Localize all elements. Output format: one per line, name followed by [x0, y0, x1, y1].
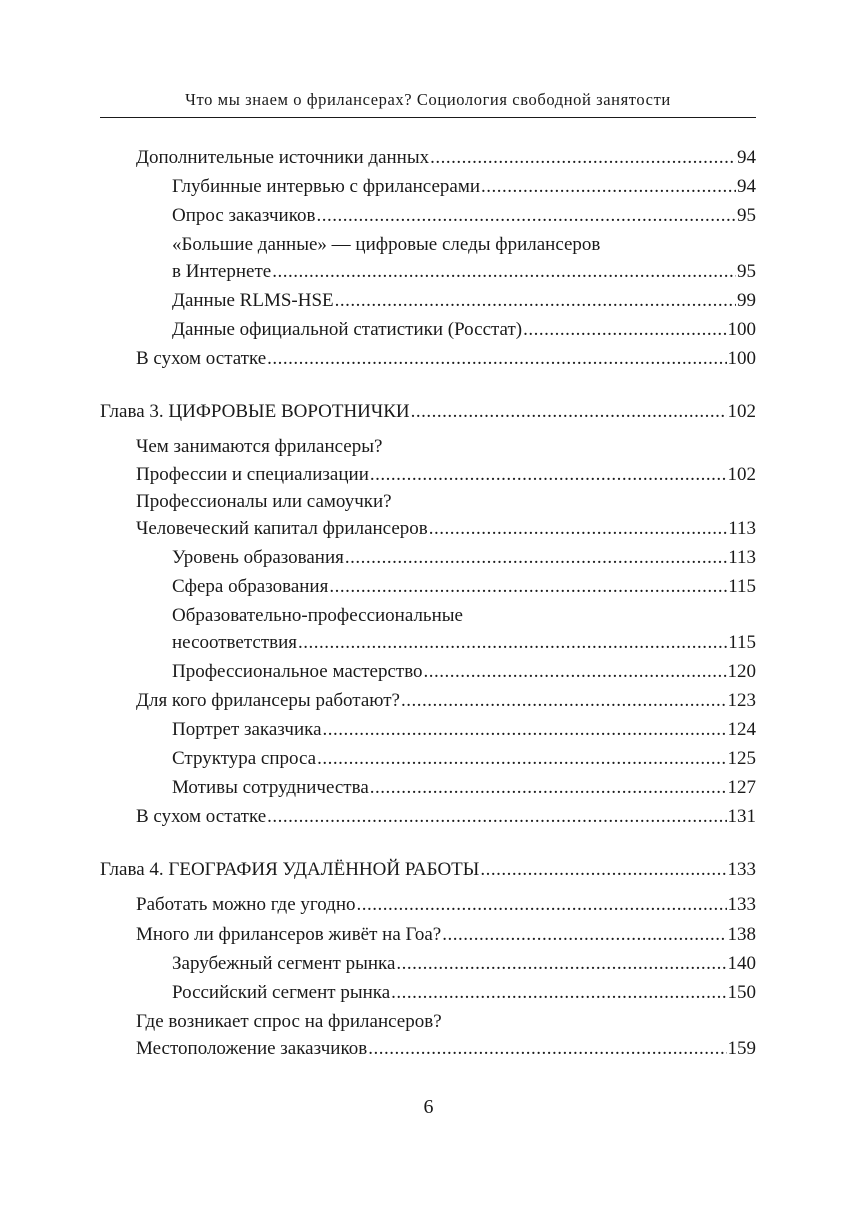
- toc-entry: [172, 573, 756, 601]
- toc-entry: [172, 658, 756, 686]
- toc-entry-page: 138: [727, 924, 756, 945]
- toc-entry-title: Для кого фрилансеры работают?: [136, 690, 400, 711]
- toc-entry-title: Местоположение заказчиков: [136, 1038, 368, 1059]
- toc-entry: [172, 979, 756, 1007]
- toc-entry-title: Зарубежный сегмент рынка: [172, 953, 396, 974]
- toc-entry-page: 100: [727, 348, 756, 369]
- toc-entry-title: Мотивы сотрудничества: [172, 777, 369, 798]
- leader-dots: [370, 774, 727, 802]
- toc-entry-title: Сфера образования: [172, 576, 329, 597]
- leader-dots: [391, 979, 726, 1007]
- toc-entry-title: Структура спроса: [172, 748, 317, 769]
- toc-entry: [136, 461, 756, 489]
- toc-entry-title: Работать можно где угодно: [136, 894, 356, 915]
- leader-dots: [429, 515, 727, 543]
- toc-entry-title: Чем занимаются фрилансеры?: [136, 436, 383, 457]
- toc-entry-title: Портрет заказчика: [172, 719, 322, 740]
- leader-dots: [424, 658, 727, 686]
- toc-entry: [172, 173, 756, 201]
- toc-entry: [172, 544, 756, 572]
- leader-dots: [267, 345, 726, 373]
- leader-dots: [267, 803, 726, 831]
- toc-entry: [172, 716, 756, 744]
- toc-entry-title: Дополнительные источники данных: [136, 147, 430, 168]
- leader-dots: [370, 461, 727, 489]
- toc-entry-page: 95: [737, 261, 756, 282]
- toc-entry-title: Данные официальной статистики (Росстат): [172, 319, 523, 340]
- toc-entry-title: «Большие данные» — цифровые следы фрилансеров: [172, 234, 601, 255]
- toc-entry-title: Глава 4. ГЕОГРАФИЯ УДАЛЁННОЙ РАБОТЫ: [100, 859, 480, 880]
- leader-dots: [368, 1035, 726, 1063]
- toc-entry-page: 127: [727, 777, 756, 798]
- toc-entry-title: Профессионалы или самоучки?: [136, 491, 392, 512]
- toc-entry: [136, 488, 756, 516]
- table-of-contents: [100, 0, 756, 1211]
- toc-entry: [136, 345, 756, 373]
- leader-dots: [396, 950, 726, 978]
- toc-entry-title: Глубинные интервью с фрилансерами: [172, 176, 481, 197]
- leader-dots: [523, 316, 726, 344]
- toc-entry-page: 99: [737, 290, 756, 311]
- toc-entry-title: Много ли фрилансеров живёт на Гоа?: [136, 924, 442, 945]
- toc-entry: [136, 803, 756, 831]
- toc-entry-title: Профессиональное мастерство: [172, 661, 423, 682]
- toc-entry-page: 100: [727, 319, 756, 340]
- toc-entry-title: Глава 3. ЦИФРОВЫЕ ВОРОТНИЧКИ: [100, 401, 410, 422]
- toc-entry-page: 125: [727, 748, 756, 769]
- toc-entry: [136, 921, 756, 949]
- toc-entry-page: 131: [727, 806, 756, 827]
- toc-entry-title: В сухом остатке: [136, 348, 267, 369]
- toc-entry: [136, 891, 756, 919]
- running-head: Что мы знаем о фрилансерах? Социология свободной занятости: [185, 90, 671, 109]
- toc-chapter: [100, 856, 756, 884]
- toc-entry-title: Российский сегмент рынка: [172, 982, 391, 1003]
- toc-entry-page: 113: [728, 547, 756, 568]
- toc-entry-title: Опрос заказчиков: [172, 205, 316, 226]
- toc-entry-title: Где возникает спрос на фрилансеров?: [136, 1011, 442, 1032]
- toc-entry: [136, 515, 756, 543]
- toc-entry: [172, 745, 756, 773]
- toc-entry-page: 94: [737, 176, 756, 197]
- leader-dots: [323, 716, 727, 744]
- toc-entry-title: Уровень образования: [172, 547, 344, 568]
- toc-entry: [136, 1008, 756, 1036]
- leader-dots: [272, 258, 736, 286]
- toc-entry: [172, 950, 756, 978]
- toc-entry: [136, 433, 756, 461]
- toc-entry-page: 102: [727, 401, 756, 422]
- toc-entry-page: 94: [737, 147, 756, 168]
- leader-dots: [317, 745, 726, 773]
- leader-dots: [411, 398, 727, 426]
- toc-chapter: [100, 398, 756, 426]
- toc-entry: [136, 687, 756, 715]
- toc-entry-title: в Интернете: [172, 261, 272, 282]
- toc-entry-page: 159: [727, 1038, 756, 1059]
- toc-entry-page: 115: [728, 576, 756, 597]
- toc-entry: [172, 287, 756, 315]
- toc-entry: [172, 629, 756, 657]
- toc-entry-page: 133: [727, 894, 756, 915]
- toc-entry-page: 124: [727, 719, 756, 740]
- toc-entry-title: Образовательно-профессиональные: [172, 605, 463, 626]
- toc-entry-page: 113: [728, 518, 756, 539]
- leader-dots: [480, 856, 726, 884]
- toc-entry: [172, 231, 756, 259]
- leader-dots: [442, 921, 726, 949]
- toc-entry-page: 123: [727, 690, 756, 711]
- toc-entry: [172, 316, 756, 344]
- leader-dots: [357, 891, 727, 919]
- page-number: 6: [423, 1096, 434, 1118]
- toc-entry-page: 140: [727, 953, 756, 974]
- toc-entry: [172, 258, 756, 286]
- leader-dots: [316, 202, 736, 230]
- leader-dots: [401, 687, 727, 715]
- toc-entry-title: Данные RLMS-HSE: [172, 290, 334, 311]
- toc-entry-title: В сухом остатке: [136, 806, 267, 827]
- toc-entry: [136, 1035, 756, 1063]
- toc-entry-page: 115: [728, 632, 756, 653]
- toc-entry-page: 102: [727, 464, 756, 485]
- leader-dots: [345, 544, 727, 572]
- leader-dots: [481, 173, 736, 201]
- toc-entry: [136, 144, 756, 172]
- toc-entry-title: Человеческий капитал фрилансеров: [136, 518, 428, 539]
- toc-entry-title: несоответствия: [172, 632, 298, 653]
- toc-entry-page: 133: [727, 859, 756, 880]
- leader-dots: [298, 629, 727, 657]
- toc-entry: [172, 774, 756, 802]
- leader-dots: [335, 287, 736, 315]
- toc-entry: [172, 602, 756, 630]
- toc-entry-page: 95: [737, 205, 756, 226]
- toc-entry: [172, 202, 756, 230]
- toc-entry-page: 150: [727, 982, 756, 1003]
- toc-entry-page: 120: [727, 661, 756, 682]
- leader-dots: [430, 144, 736, 172]
- leader-dots: [329, 573, 727, 601]
- toc-entry-title: Профессии и специализации: [136, 464, 369, 485]
